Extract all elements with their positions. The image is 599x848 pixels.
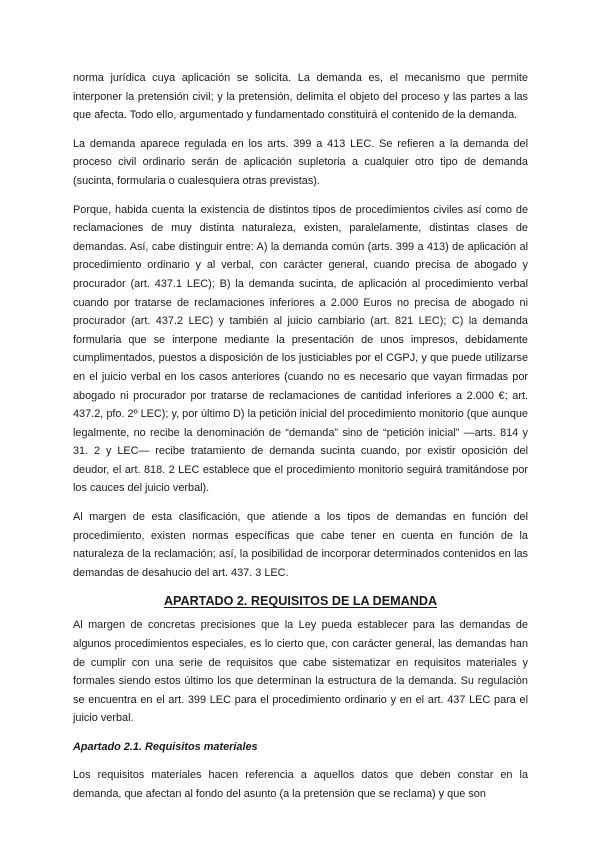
paragraph-clases-demandas: Porque, habida cuenta la existencia de distintos tipos de procedimientos civiles así como de reclamaciones de muy distinta naturaleza, existen, paralelamente, distintas clases de demandas. Así, cabe distinguir entre: A) la demanda común (arts. 399 a 413) de aplicación al procedimiento ordinario y al verbal, con carácter general, cuando precisa de abogado y procurador (art. 437.1 LEC); B) la demanda sucinta, de aplicación al procedimiento verbal cuando por tratarse de reclamaciones inferiores a 2.000 Euros no precisa de abogado ni procurador (art. 437.2 LEC) y también al juicio cambiario (art. 821 LEC); C) la demanda formularia que se interpone mediante la presentación de unos impresos, debidamente cumplimentados, puestos a disposición de los justiciables por el CGPJ, y que puede utilizarse en el juicio verbal en los casos anteriores (cuando no es necesario que vayan firmadas por abogado ni procurador por tratarse de reclamaciones de cantidad inferiores a 2.000 €; art. 437.2, pfo. 2º LEC); y, por último D) la petición inicial del procedimiento monitorio (que aunque legalmente, no recibe la denominación de “demanda” sino de “petición inicial” —arts. 814 y 31. 2 y LEC— recibe tratamiento de demanda sucinta cuando, por existir oposición del deudor, el art. 818. 2 LEC establece que el procedimiento monitorio seguirá tramitándose por los cauces del juicio verbal). <box>73 203 528 495</box>
paragraph-normas-especificas: Al margen de esta clasificación, que atiende a los tipos de demandas en función del procedimiento, existen normas específicas que cabe tener en cuenta en función de la naturaleza de la reclamación; así, la posibilidad de incorporar determinados contenidos en las demandas de desahucio del art. 437. 3 LEC. <box>73 511 528 579</box>
paragraph-requisitos-intro: Al margen de concretas precisiones que la Ley pueda establecer para las demandas de algunos procedimientos especiales, es lo cierto que, con carácter general, las demandas han de cumplir con una serie de requisitos que cabe sistematizar en requisitos materiales y formales siendo estos último los que determinan la estructura de la demanda. Su regulación se encuentra en el art. 399 LEC para el procedimiento ordinario y en el art. 437 LEC para el juicio verbal. <box>73 619 528 725</box>
page-content <box>73 69 528 813</box>
paragraph-regulacion: La demanda aparece regulada en los arts. 399 a 413 LEC. Se refieren a la demanda del proceso civil ordinario serán de aplicación supletoria a cualquier otro tipo de demanda (sucinta, formularia o cualesquiera otras previstas). <box>73 137 528 187</box>
subsection-heading: Apartado 2.1. Requisitos materiales <box>73 741 258 753</box>
paragraph-requisitos-materiales: Los requisitos materiales hacen referencia a aquellos datos que deben constar en la demanda, que afectan al fondo del asunto (a la pretensión que se reclama) y que son <box>73 769 528 800</box>
paragraph-demanda-intro: norma jurídica cuya aplicación se solicita. La demanda es, el mecanismo que permite interponer la pretensión civil; y la pretensión, delimita el objeto del proceso y las partes a las que afecta. Todo ello, argumentado y fundamentado constituirá el contenido de la demanda. <box>73 72 528 122</box>
section-heading: APARTADO 2. REQUISITOS DE LA DEMANDA <box>163 594 438 609</box>
